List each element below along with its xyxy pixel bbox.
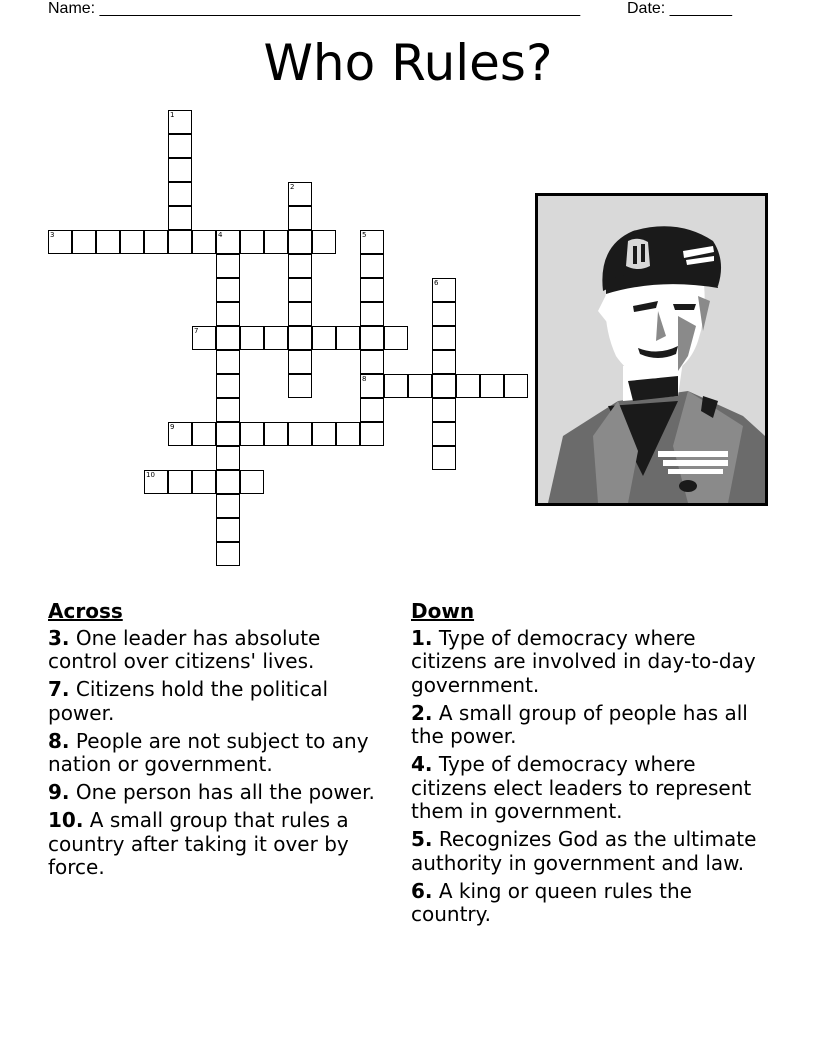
across-clue	[48, 809, 383, 880]
crossword-cell[interactable]	[192, 470, 216, 494]
date-field-label: Date: _______	[627, 0, 732, 17]
clue-text: One leader has absolute control over citizens' lives.	[48, 625, 321, 673]
crossword-cell[interactable]	[216, 494, 240, 518]
crossword-cell[interactable]	[264, 422, 288, 446]
crossword-cell[interactable]	[264, 230, 288, 254]
crossword-cell[interactable]	[216, 422, 240, 446]
crossword-cell[interactable]	[384, 326, 408, 350]
name-field-label: Name: ______________________________________________________	[48, 0, 581, 17]
clue-number: 4.	[411, 752, 433, 776]
down-clue	[411, 702, 771, 749]
clue-number: 3	[50, 231, 55, 239]
crossword-cell[interactable]	[216, 230, 240, 254]
crossword-cell[interactable]	[216, 518, 240, 542]
crossword-cell[interactable]	[192, 326, 216, 350]
across-clue	[48, 781, 383, 805]
crossword-cell[interactable]	[120, 230, 144, 254]
crossword-cell[interactable]	[336, 326, 360, 350]
clue-number: 1	[170, 111, 175, 119]
clue-text: Type of democracy where citizens are involved in day-to-day government.	[411, 625, 756, 697]
crossword-cell[interactable]	[168, 134, 192, 158]
clue-number: 6	[434, 279, 439, 287]
crossword-cell[interactable]	[288, 326, 312, 350]
crossword-cell[interactable]	[216, 326, 240, 350]
crossword-cell[interactable]	[360, 422, 384, 446]
clue-number: 5.	[411, 827, 433, 851]
down-heading: Down	[411, 599, 475, 623]
crossword-cell[interactable]	[264, 326, 288, 350]
clue-text: Type of democracy where citizens elect leaders to represent them in government.	[411, 752, 752, 823]
crossword-cell[interactable]	[240, 422, 264, 446]
crossword-cell[interactable]	[168, 230, 192, 254]
crossword-cell[interactable]	[288, 374, 312, 398]
crossword-cell[interactable]	[288, 278, 312, 302]
clue-text: A small group that rules a country after taking it over by force.	[48, 808, 349, 879]
crossword-cell[interactable]	[288, 350, 312, 374]
crossword-cell[interactable]	[168, 110, 192, 134]
clue-number: 3.	[48, 625, 70, 650]
clue-number: 10.	[48, 808, 84, 832]
across-clues	[48, 600, 383, 884]
across-clue	[48, 627, 383, 674]
crossword-cell[interactable]	[72, 230, 96, 254]
crossword-cell[interactable]	[312, 230, 336, 254]
down-clue	[411, 753, 771, 824]
crossword-cell[interactable]	[456, 374, 480, 398]
clue-number: 5	[362, 231, 367, 239]
clue-number: 2.	[411, 700, 433, 725]
crossword-cell[interactable]	[288, 206, 312, 230]
crossword-cell[interactable]	[312, 326, 336, 350]
crossword-cell[interactable]	[240, 230, 264, 254]
clue-number: 6.	[411, 878, 433, 903]
clue-text: A small group of people has all the power.	[411, 700, 748, 748]
crossword-cell[interactable]	[432, 446, 456, 470]
page-title: Who Rules?	[263, 34, 553, 92]
crossword-cell[interactable]	[216, 446, 240, 470]
clue-number: 8	[362, 375, 367, 383]
clue-number: 9	[170, 423, 175, 431]
crossword-cell[interactable]	[360, 350, 384, 374]
crossword-cell[interactable]	[288, 254, 312, 278]
crossword-cell[interactable]	[432, 398, 456, 422]
portrait-illustration	[535, 193, 768, 506]
crossword-cell[interactable]	[432, 350, 456, 374]
crossword-cell[interactable]	[288, 422, 312, 446]
clue-number: 10	[146, 471, 155, 479]
crossword-cell[interactable]	[216, 254, 240, 278]
crossword-cell[interactable]	[312, 422, 336, 446]
portrait-icon	[538, 196, 765, 503]
crossword-cell[interactable]	[432, 422, 456, 446]
across-heading: Across	[48, 599, 123, 623]
crossword-cell[interactable]	[336, 422, 360, 446]
crossword-cell[interactable]	[96, 230, 120, 254]
crossword-cell[interactable]	[168, 206, 192, 230]
crossword-cell[interactable]	[216, 470, 240, 494]
crossword-cell[interactable]	[384, 374, 408, 398]
crossword-cell[interactable]	[360, 278, 384, 302]
clue-number: 8.	[48, 728, 70, 753]
crossword-cell[interactable]	[432, 302, 456, 326]
down-clues	[411, 600, 771, 931]
clue-number: 7.	[48, 677, 70, 701]
clue-number: 2	[290, 183, 295, 191]
clue-number: 1.	[411, 625, 433, 650]
crossword-cell[interactable]	[360, 374, 384, 398]
crossword-cell[interactable]	[216, 350, 240, 374]
crossword-cell[interactable]	[216, 542, 240, 566]
crossword-cell[interactable]	[192, 422, 216, 446]
crossword-cell[interactable]	[144, 470, 168, 494]
clue-number: 4	[218, 231, 223, 239]
crossword-cell[interactable]	[360, 302, 384, 326]
crossword-cell[interactable]	[288, 302, 312, 326]
down-clue	[411, 627, 771, 698]
crossword-cell[interactable]	[504, 374, 528, 398]
crossword-cell[interactable]	[240, 470, 264, 494]
clue-text: Recognizes God as the ultimate authority in government and law.	[411, 827, 757, 875]
crossword-cell[interactable]	[360, 230, 384, 254]
clue-text: One person has all the power.	[75, 780, 375, 804]
clue-text: People are not subject to any nation or government.	[48, 728, 369, 776]
crossword-cell[interactable]	[168, 470, 192, 494]
clue-number: 7	[194, 327, 199, 335]
crossword-cell[interactable]	[168, 158, 192, 182]
clue-number: 9.	[48, 780, 70, 804]
crossword-cell[interactable]	[432, 278, 456, 302]
clue-text: Citizens hold the political power.	[48, 677, 329, 725]
crossword-cell[interactable]	[432, 374, 456, 398]
crossword-cell[interactable]	[360, 254, 384, 278]
crossword-cell[interactable]	[168, 422, 192, 446]
crossword-cell[interactable]	[168, 182, 192, 206]
crossword-cell[interactable]	[216, 374, 240, 398]
crossword-cell[interactable]	[216, 398, 240, 422]
crossword-cell[interactable]	[288, 182, 312, 206]
crossword-cell[interactable]	[144, 230, 168, 254]
crossword-cell[interactable]	[432, 326, 456, 350]
crossword-cell[interactable]	[216, 302, 240, 326]
crossword-cell[interactable]	[360, 326, 384, 350]
crossword-cell[interactable]	[216, 278, 240, 302]
across-clue	[48, 678, 383, 725]
crossword-cell[interactable]	[408, 374, 432, 398]
crossword-cell[interactable]	[480, 374, 504, 398]
crossword-cell[interactable]	[288, 230, 312, 254]
down-clue	[411, 828, 771, 875]
across-clue	[48, 730, 383, 777]
crossword-cell[interactable]	[48, 230, 72, 254]
clue-text: A king or queen rules the country.	[411, 878, 692, 926]
down-clue	[411, 880, 771, 927]
crossword-cell[interactable]	[360, 398, 384, 422]
crossword-cell[interactable]	[192, 230, 216, 254]
crossword-cell[interactable]	[240, 326, 264, 350]
